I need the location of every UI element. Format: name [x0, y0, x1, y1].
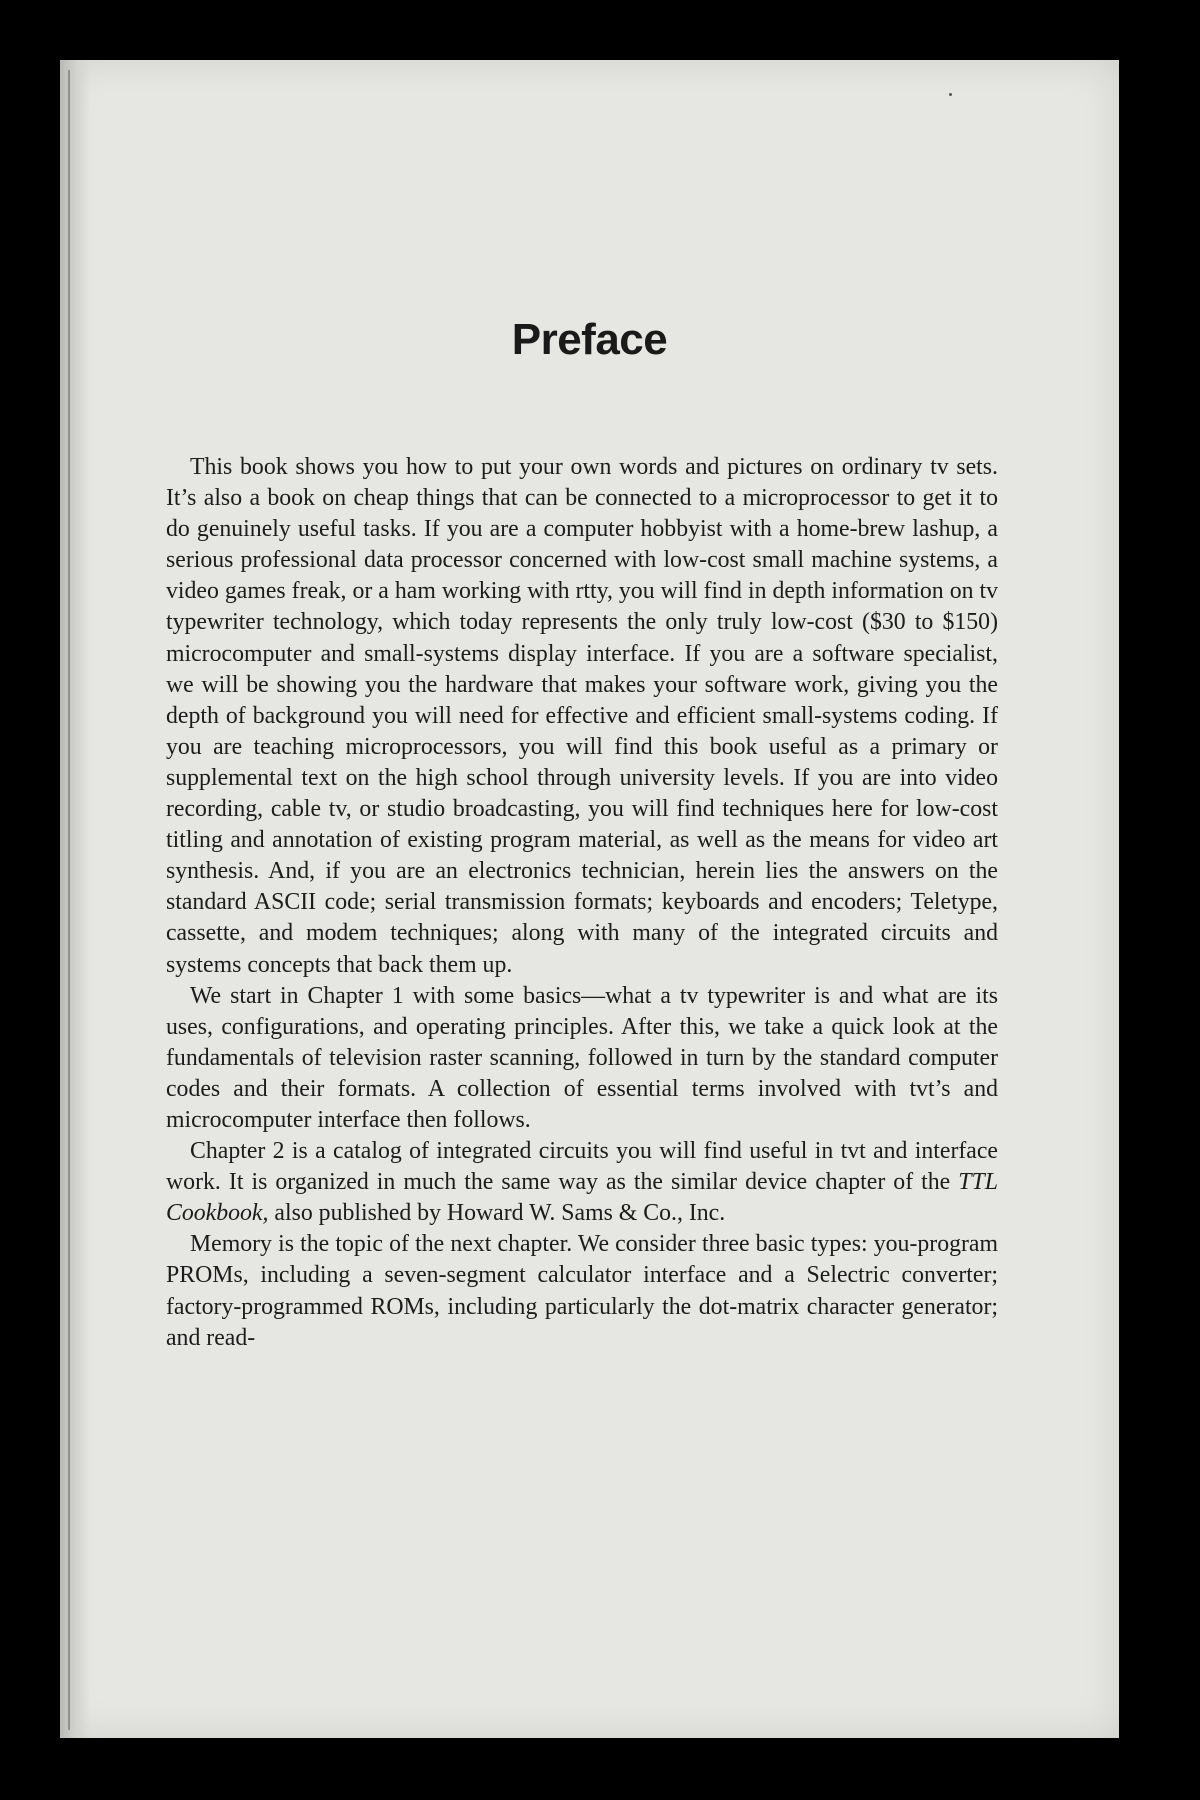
page-title: Preface	[511, 315, 668, 364]
paragraph-2: We start in Chapter 1 with some basics—what a tv typewriter is and what are its uses, configurations, and operating principles. After this, we take a quick look at the fundamentals of television raster scanning, followed in turn by the standard computer codes and their formats. A collection of essential terms involved with tvt’s and microcomputer interface then follows.	[166, 982, 998, 1133]
book-page	[60, 60, 1119, 1738]
paragraph-3-text-before: Chapter 2 is a catalog of integrated circuits you will find useful in tvt and interface work. It is organized in much the same way as the similar device chapter of the	[166, 1138, 998, 1196]
paragraph-1: This book shows you how to put your own words and pictures on ordinary tv sets. It’s also a book on cheap things that can be connected to a microprocessor to get it to do genuinely useful tasks. If you are a computer hobbyist with a home-brew lashup, a serious professional data processor concerned with low-cost small machine systems, a video games freak, or a ham working with rtty, you will find in depth information on tv typewriter technology, which today represents the only truly low-cost ($30 to $150) microcomputer and small-systems display interface. If you are a software specialist, we will be showing you the hardware that makes your software work, giving you the depth of background you will need for effective and efficient small-systems coding. If you are teaching microprocessors, you will find this book useful as a primary or supplemental text on the high school through university levels. If you are into video recording, cable tv, or studio broadcasting, you will find techniques here for low-cost titling and annotation of existing program material, as well as the means for video art synthesis. And, if you are an electronics technician, herein lies the answers on the standard ASCII code; serial transmission formats; keyboards and encoders; Teletype, cassette, and modem techniques; along with many of the integrated circuits and systems concepts that back them up.	[166, 454, 998, 978]
binding-gutter-shadow	[60, 60, 90, 1738]
preface-body	[166, 452, 998, 1354]
paper-speck	[949, 93, 952, 96]
paragraph-3-text-after: also published by Howard W. Sams & Co., Inc.	[268, 1200, 726, 1227]
paragraph-3	[166, 1136, 998, 1229]
paragraph-4: Memory is the topic of the next chapter. We consider three basic types: you-program PROMs, including a seven-segment calculator interface and a Selectric converter; factory-programmed ROMs, including particularly the dot-matrix character generator; and read-	[166, 1231, 998, 1351]
book-title-ttl-cookbook: TTL Cookbook,	[166, 1169, 998, 1227]
